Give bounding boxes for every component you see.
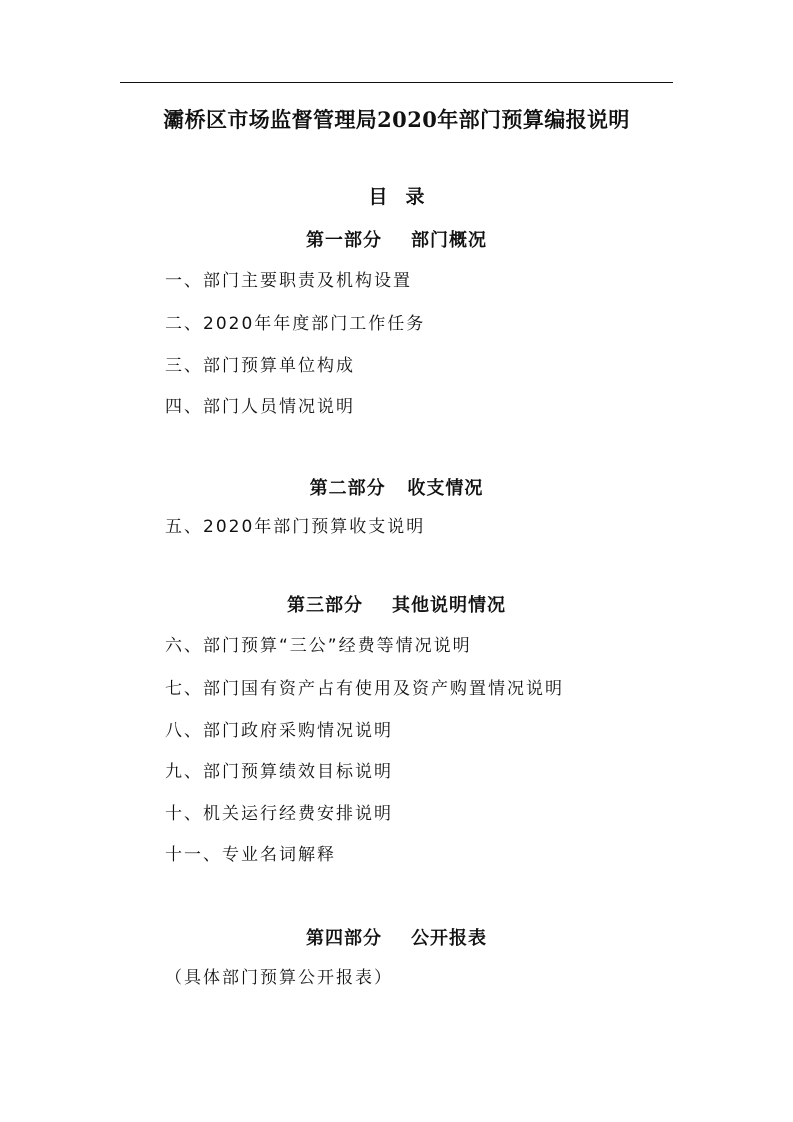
toc-item-1: 一、部门主要职责及机构设置 [165, 271, 412, 291]
toc-item-8: 八、部门政府采购情况说明 [165, 721, 393, 741]
toc-item-4: 四、部门人员情况说明 [165, 397, 355, 417]
toc-item-reports: （具体部门预算公开报表） [165, 968, 393, 988]
section-heading-part-4: 第四部分 公开报表 [305, 928, 488, 949]
document-title: 灞桥区市场监督管理局2020年部门预算编报说明 [163, 107, 630, 132]
toc-item-2: 二、2020年年度部门工作任务 [165, 314, 426, 334]
toc-item-7: 七、部门国有资产占有使用及资产购置情况说明 [165, 679, 564, 699]
section-heading-part-2: 第二部分 收支情况 [309, 478, 484, 499]
toc-heading: 目录 [368, 186, 443, 208]
toc-item-5: 五、2020年部门预算收支说明 [165, 517, 426, 537]
toc-item-6: 六、部门预算“三公”经费等情况说明 [165, 636, 472, 656]
section-heading-part-3: 第三部分 其他说明情况 [286, 595, 507, 616]
toc-item-9: 九、部门预算绩效目标说明 [165, 762, 393, 782]
header-rule [120, 82, 673, 83]
toc-item-11: 十一、专业名词解释 [165, 845, 336, 865]
toc-item-3: 三、部门预算单位构成 [165, 356, 355, 376]
toc-item-10: 十、机关运行经费安排说明 [165, 804, 393, 824]
section-heading-part-1: 第一部分 部门概况 [305, 230, 488, 251]
